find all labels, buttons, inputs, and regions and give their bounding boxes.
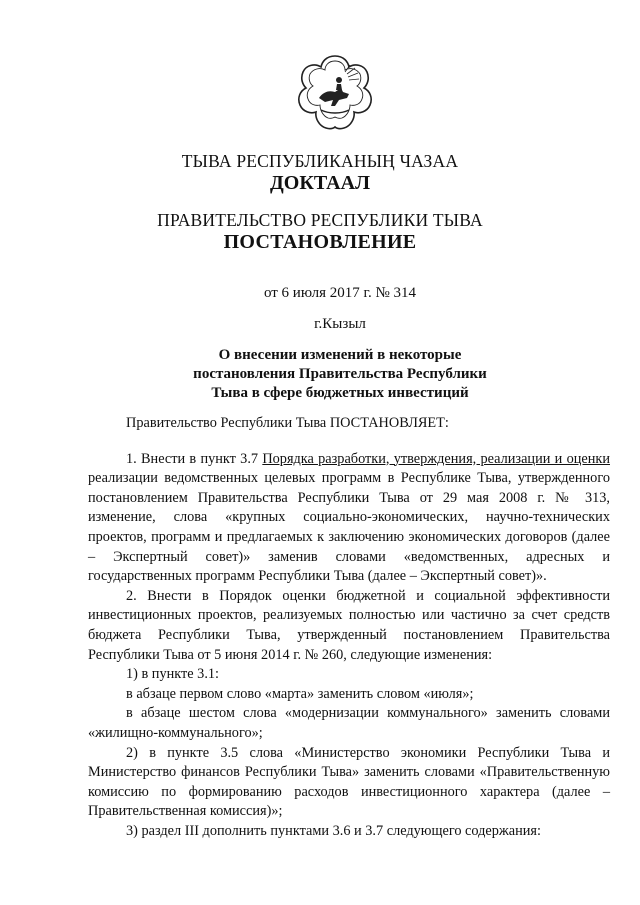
title-line-2: постановления Правительства Республики [193, 366, 487, 382]
republic-name-tuvan: ТЫВА РЕСПУБЛИКАНЫҢ ЧАЗАА [181, 151, 459, 171]
paragraph-3: 1) в пункте 3.1: [126, 666, 220, 683]
paragraph-7: 3) раздел III дополнить пунктами 3.6 и 3.7 следующего содержания: [126, 822, 541, 839]
doc-type-russian: ПОСТАНОВЛЕНИЕ [223, 231, 417, 253]
document-title [20, 346, 640, 403]
p1-start: 1. Внести в пункт 3.7 [126, 450, 263, 467]
doc-type-tuvan: ДОКТААЛ [270, 172, 370, 194]
title-line-3: Тыва в сфере бюджетных инвестиций [211, 385, 469, 401]
paragraph-5: в абзаце шестом слова «модернизации коммунального» заменить словами «жилищно-коммунального»; [88, 705, 610, 741]
government-name-russian: ПРАВИТЕЛЬСТВО РЕСПУБЛИКИ ТЫВА [157, 210, 483, 230]
p1-rest: реализации ведомственных целевых программ в Республике Тыва, утвержденного постановлением Правительства Республики Тыва от 29 мая 2008 г. № 313, изменение, слова «крупных социально-экономических, научно-технических проектов, программ и предлагаемых к заключению экономических договоров (далее – Экспертный совет)» заменив словами «ведомственных, адресных и государственных программ Республики Тыва (далее – Экспертный совет)». [88, 470, 610, 585]
coat-of-arms-emblem [289, 48, 381, 140]
p1-document-link[interactable]: Порядка разработки, утверждения, реализации и оценки [262, 450, 610, 467]
city-line: г.Кызыл [314, 316, 366, 332]
paragraph-6: 2) в пункте 3.5 слова «Министерство экономики Республики Тыва и Министерство финансов Республики Тыва» заменить словами «Правительственную комиссию по формированию расходов инвестиционного характера (далее – Правительственная комиссия)»; [88, 744, 610, 820]
paragraph-4: в абзаце первом слово «марта» заменить словом «июля»; [126, 685, 474, 702]
date-number-line: от 6 июля 2017 г. № 314 [263, 285, 417, 301]
paragraph-2: 2. Внести в Порядок оценки бюджетной и социальной эффективности инвестиционных проектов, реализуемых полностью или частично за счет средств бюджета Республики Тыва, утвержденный постановлением Правительства Республики Тыва от 5 июня 2014 г. № 260, следующие изменения: [88, 587, 610, 663]
document-body [88, 414, 610, 841]
title-line-1: О внесении изменений в некоторые [218, 347, 462, 363]
paragraph-1 [88, 450, 610, 587]
intro-paragraph: Правительство Республики Тыва ПОСТАНОВЛЯЕТ: [126, 415, 449, 431]
